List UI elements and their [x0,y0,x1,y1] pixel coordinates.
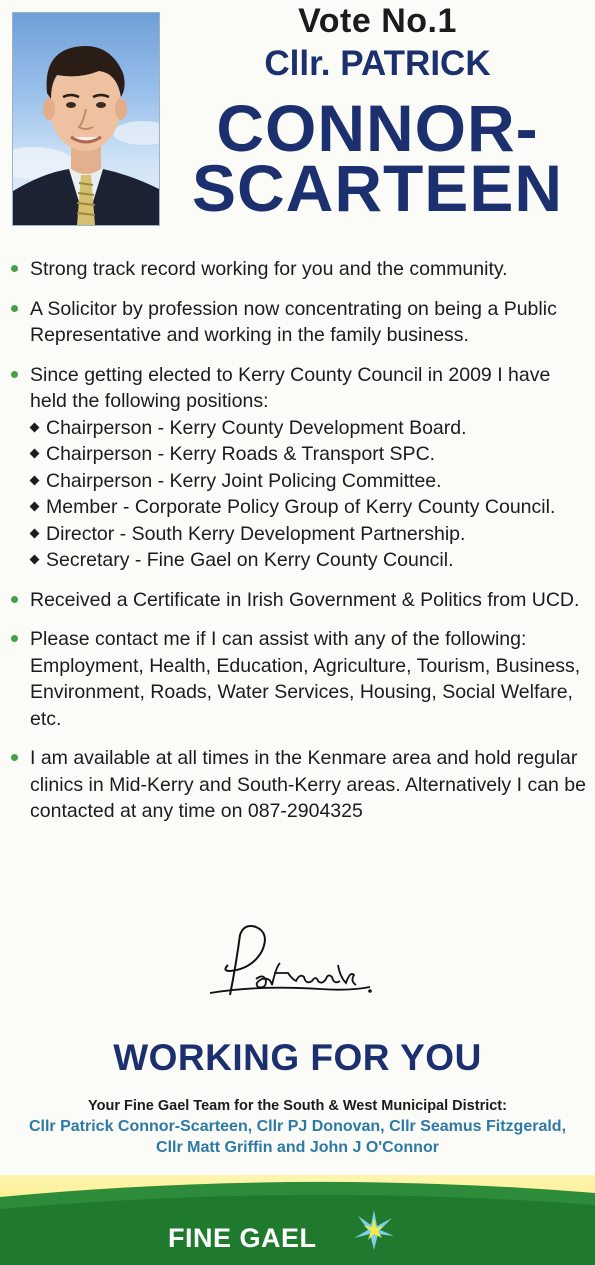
bullet-text: Received a Certificate in Irish Government & Politics from UCD. [30,588,580,611]
position-item: Chairperson - Kerry County Development Board. [30,415,588,442]
campaign-slogan: WORKING FOR YOU [113,1037,482,1078]
position-item: Chairperson - Kerry Roads & Transport SPC. [30,441,588,468]
bullet-item [8,587,588,614]
party-name: FINE GAEL [168,1223,317,1253]
bullet-item-positions [8,362,588,574]
fine-gael-star-icon [352,1208,396,1252]
diamond-icon [30,555,40,565]
diamond-icon [30,502,40,512]
green-dot-icon [11,635,18,642]
position-item: Chairperson - Kerry Joint Policing Committee. [30,468,588,495]
bullet-text: Please contact me if I can assist with any of the following: Employment, Health, Education, Agriculture, Tourism, Business, Environment, Roads, Water Services, Housing, Social Welfare, etc. [30,628,581,730]
bullet-item [8,256,588,283]
bullet-list [8,256,588,825]
position-item: Secretary - Fine Gael on Kerry County Council. [30,547,588,574]
candidate-title: Cllr. PATRICK [264,44,491,83]
position-item: Member - Corporate Policy Group of Kerry County Council. [30,494,588,521]
diamond-icon [30,528,40,538]
vote-number-one: Vote No.1 [298,2,457,40]
diamond-icon [30,422,40,432]
candidate-surname-line2: SCARTEEN [191,151,564,225]
candidate-portrait-image [13,13,159,225]
bullet-item [8,296,588,349]
bullet-text: I am available at all times in the Kenmare area and hold regular clinics in Mid-Kerry and South-Kerry areas. Alternatively I can be contacted at any time on 087-2904325 [30,747,586,822]
positions-list [30,415,588,574]
bullet-item [8,626,588,732]
position-item: Director - South Kerry Development Partnership. [30,521,588,548]
team-title: Your Fine Gael Team for the South & West Municipal District: [88,1098,507,1114]
green-dot-icon [11,305,18,312]
candidate-header [165,0,590,225]
diamond-icon [30,475,40,485]
diamond-icon [30,449,40,459]
green-dot-icon [11,754,18,761]
candidate-surname-line1: CONNOR- [216,91,539,165]
green-dot-icon [11,265,18,272]
candidate-photo [12,12,160,226]
bullet-text: Strong track record working for you and the community. [30,258,508,280]
team-members-line: Cllr Matt Griffin and John J O'Connor [156,1139,439,1156]
bullet-item [8,745,588,825]
bullet-text: Since getting elected to Kerry County Council in 2009 I have held the following positions: [30,363,551,412]
green-dot-icon [11,596,18,603]
green-dot-icon [11,371,18,378]
handwritten-signature [200,915,390,1015]
team-members-line: Cllr Patrick Connor-Scarteen, Cllr PJ Donovan, Cllr Seamus Fitzgerald, [28,1118,567,1135]
bullet-text: A Solicitor by profession now concentrating on being a Public Representative and working in the family business. [30,297,557,346]
